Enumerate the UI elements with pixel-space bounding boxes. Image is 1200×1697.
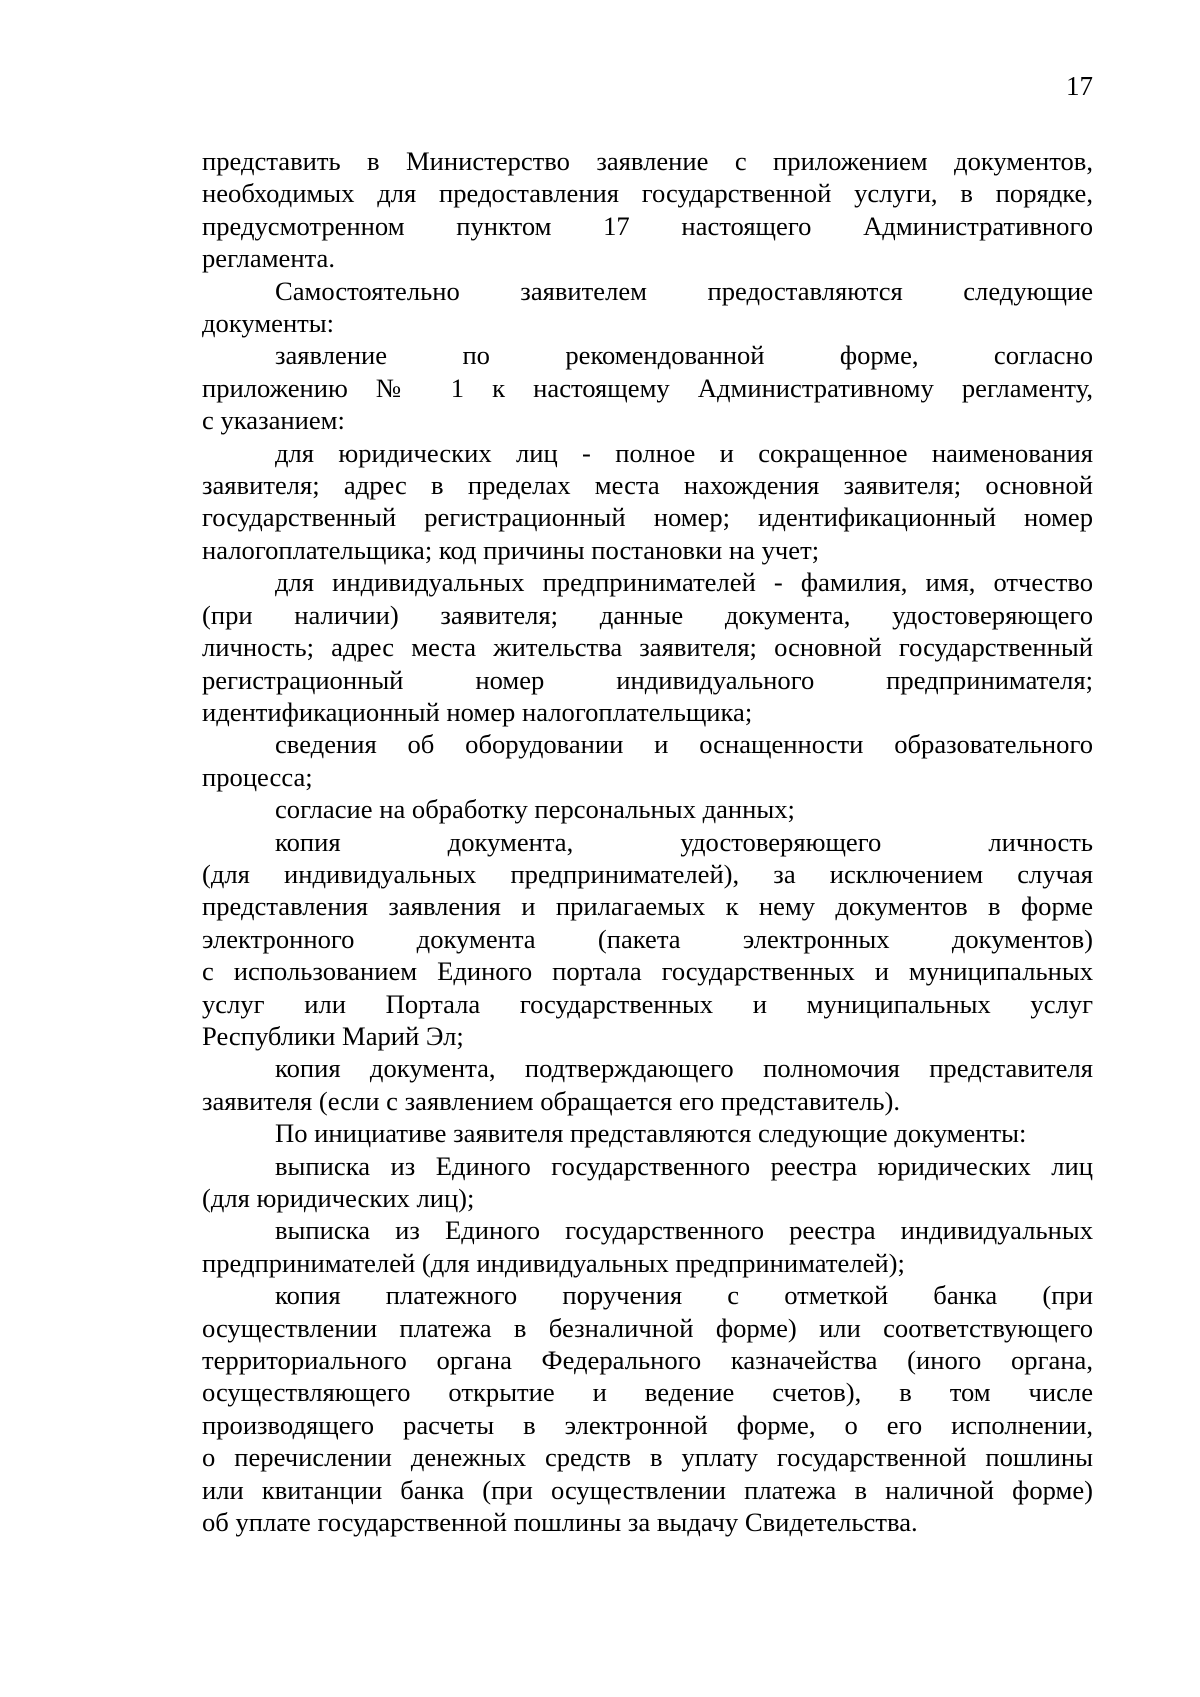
paragraph bbox=[202, 826, 1093, 1053]
text-line: приложению № 1 к настоящему Административному регламенту, bbox=[202, 372, 1093, 403]
text-line: личность; адрес места жительства заявителя; основной государственный bbox=[202, 632, 1093, 663]
text-line: с указанием: bbox=[202, 405, 345, 436]
text-line: выписка из Единого государственного реестра юридических лиц bbox=[275, 1150, 1093, 1181]
text-line: представить в Министерство заявление с приложением документов, bbox=[202, 146, 1093, 176]
text-line: копия документа, удостоверяющего личность bbox=[275, 826, 1093, 857]
text-line: услуг или Портала государственных и муниципальных услуг bbox=[202, 988, 1093, 1019]
paragraph bbox=[202, 145, 1093, 275]
text-line: регистрационный номер индивидуального предпринимателя; bbox=[202, 664, 1093, 695]
text-line: По инициативе заявителя представляются следующие документы: bbox=[275, 1118, 1027, 1149]
paragraph bbox=[202, 1150, 1093, 1215]
text-line: территориального органа Федерального казначейства (иного органа, bbox=[202, 1345, 1093, 1376]
text-line: осуществляющего открытие и ведение счетов), в том числе bbox=[202, 1377, 1093, 1408]
paragraph bbox=[202, 728, 1093, 793]
text-line: необходимых для предоставления государственной услуги, в порядке, bbox=[202, 178, 1093, 209]
paragraph bbox=[202, 275, 1093, 340]
paragraph bbox=[202, 1117, 1093, 1149]
paragraph bbox=[202, 437, 1093, 567]
text-line: (для индивидуальных предпринимателей), за исключением случая bbox=[202, 858, 1093, 889]
text-line: (при наличии) заявителя; данные документа, удостоверяющего bbox=[202, 599, 1093, 630]
text-line: копия платежного поручения с отметкой банка (при bbox=[275, 1280, 1093, 1311]
text-line: (для юридических лиц); bbox=[202, 1183, 475, 1213]
paragraph bbox=[202, 566, 1093, 728]
text-line: электронного документа (пакета электронных документов) bbox=[202, 923, 1093, 954]
text-line: предусмотренном пунктом 17 настоящего Административного bbox=[202, 210, 1093, 241]
text-line: осуществлении платежа в безналичной форме) или соответствующего bbox=[202, 1312, 1093, 1343]
text-line: производящего расчеты в электронной форме, о его исполнении, bbox=[202, 1409, 1093, 1440]
text-line: идентификационный номер налогоплательщика; bbox=[202, 696, 753, 727]
paragraph bbox=[202, 339, 1093, 436]
text-line: для индивидуальных предпринимателей - фамилия, имя, отчество bbox=[275, 567, 1093, 598]
text-line: Республики Марий Эл; bbox=[202, 1020, 464, 1051]
text-line: согласие на обработку персональных данных; bbox=[275, 794, 795, 825]
text-line: государственный регистрационный номер; идентификационный номер bbox=[202, 502, 1093, 533]
text-line: регламента. bbox=[202, 243, 335, 274]
text-line: представления заявления и прилагаемых к нему документов в форме bbox=[202, 891, 1093, 922]
text-line: заявителя (если с заявлением обращается его представитель). bbox=[202, 1085, 901, 1116]
text-line: или квитанции банка (при осуществлении платежа в наличной форме) bbox=[202, 1474, 1093, 1505]
paragraph bbox=[202, 1052, 1093, 1117]
paragraph bbox=[202, 793, 1093, 825]
paragraph bbox=[202, 1279, 1093, 1538]
paragraph bbox=[202, 1214, 1093, 1279]
text-line: процесса; bbox=[202, 761, 313, 792]
page-number: 17 bbox=[1066, 71, 1093, 101]
document-body bbox=[202, 145, 1093, 1538]
text-line: Самостоятельно заявителем предоставляются следующие bbox=[275, 275, 1093, 306]
text-line: сведения об оборудовании и оснащенности образовательного bbox=[275, 729, 1093, 760]
text-line: копия документа, подтверждающего полномочия представителя bbox=[275, 1053, 1093, 1084]
text-line: для юридических лиц - полное и сокращенное наименования bbox=[275, 437, 1093, 468]
text-line: об уплате государственной пошлины за выдачу Свидетельства. bbox=[202, 1507, 918, 1538]
text-line: с использованием Единого портала государственных и муниципальных bbox=[202, 956, 1093, 987]
text-line: налогоплательщика; код причины постановки на учет; bbox=[202, 534, 820, 565]
text-line: документы: bbox=[202, 308, 335, 339]
text-line: о перечислении денежных средств в уплату государственной пошлины bbox=[202, 1442, 1093, 1473]
text-line: предпринимателей (для индивидуальных предпринимателей); bbox=[202, 1247, 905, 1278]
text-line: выписка из Единого государственного реестра индивидуальных bbox=[275, 1215, 1093, 1246]
text-line: заявление по рекомендованной форме, согласно bbox=[275, 340, 1093, 371]
text-line: заявителя; адрес в пределах места нахождения заявителя; основной bbox=[202, 470, 1093, 501]
